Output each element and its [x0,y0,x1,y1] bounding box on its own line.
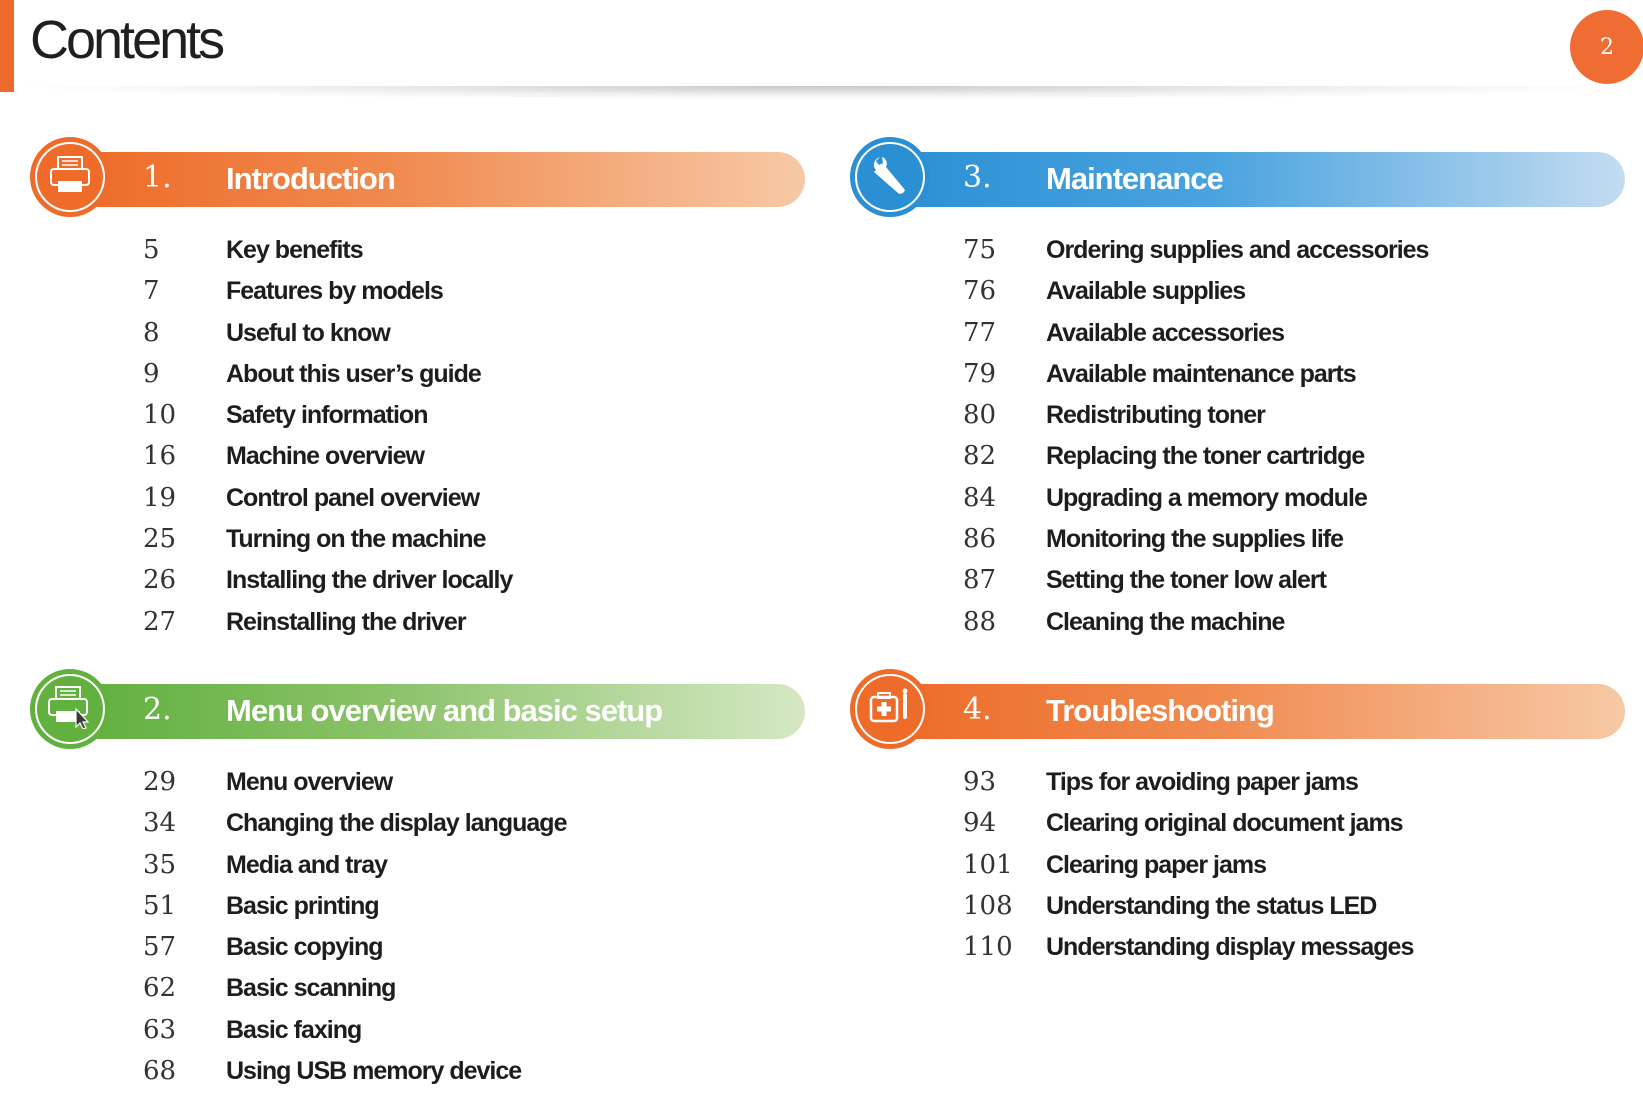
section-maintenance [820,132,1590,637]
toc-page-number: 35 [143,849,177,880]
toc-link[interactable]: Basic scanning [226,974,396,1003]
toc-link[interactable]: Understanding the status LED [1046,891,1377,920]
toc-page-number: 88 [963,606,997,637]
toc-link[interactable]: Using USB memory device [226,1057,522,1086]
page-title: Contents [30,10,223,70]
printer-icon [48,155,92,200]
accent-bar [0,0,14,92]
toc-page-number: 79 [963,358,997,389]
section-introduction [0,132,770,637]
toc-page-number: 7 [143,276,160,307]
toc-page-number: 108 [963,890,1013,921]
toc-link[interactable]: Ordering supplies and accessories [1046,236,1429,264]
toc-link[interactable]: Machine overview [226,442,424,471]
toc-page-number: 110 [963,932,1013,963]
toc-page-number: 63 [143,1014,177,1045]
toc-page-number: 57 [143,932,177,963]
toc-link[interactable]: Useful to know [226,318,390,347]
toc-link[interactable]: Available accessories [1046,318,1284,347]
toc-link[interactable]: Media and tray [226,850,388,879]
toc-link[interactable]: Cleaning the machine [1046,607,1285,636]
section-troubleshooting [820,664,1590,963]
toc-link[interactable]: Replacing the toner cartridge [1046,442,1365,471]
section-header[interactable] [820,664,1590,754]
toc-link[interactable]: Clearing original document jams [1046,809,1403,838]
toc-page-number: 93 [963,767,997,797]
toc-page-number: 26 [143,565,177,596]
section-header[interactable] [0,132,770,222]
section-icon-circle [30,669,110,749]
toc-link[interactable]: About this user’s guide [226,359,481,388]
wrench-icon [868,153,912,202]
toc-page-number: 8 [143,317,160,348]
toc-page-number: 76 [963,276,997,307]
toc-link[interactable]: Understanding display messages [1046,933,1414,962]
toc-link[interactable]: Control panel overview [226,483,480,512]
section-title: Troubleshooting [1046,693,1274,728]
section-number: 4. [963,692,992,727]
section-bar [60,152,805,207]
first-aid-kit-icon [867,687,913,732]
toc-page-number: 80 [963,400,997,431]
toc-page-number: 19 [143,482,177,513]
toc-page-number: 86 [963,524,997,555]
toc-page-number: 82 [963,441,997,472]
toc-page-number: 16 [143,441,177,472]
section-title: Menu overview and basic setup [226,693,663,728]
toc-page-number: 27 [143,606,177,637]
toc-link[interactable]: Key benefits [226,236,363,264]
toc-link[interactable]: Monitoring the supplies life [1046,525,1343,554]
toc-page-number: 34 [143,808,177,839]
toc-link[interactable]: Redistributing toner [1046,401,1265,430]
toc-page-number: 68 [143,1056,177,1087]
toc-page-number: 25 [143,524,177,555]
section-number: 1. [143,160,172,195]
section-icon-circle [850,669,930,749]
toc-link[interactable]: Basic faxing [226,1015,362,1044]
section-icon-circle [30,137,110,217]
toc-page-number: 51 [143,890,177,921]
section-icon-circle [850,137,930,217]
section-title: Maintenance [1046,161,1223,196]
toc-page-number: 94 [963,808,997,839]
toc-link[interactable]: Upgrading a memory module [1046,483,1367,512]
section-bar [880,152,1625,207]
toc-link[interactable]: Basic copying [226,933,383,962]
toc-link[interactable]: Available maintenance parts [1046,359,1356,388]
toc-link[interactable]: Clearing paper jams [1046,850,1266,879]
toc-page-number: 62 [143,973,177,1004]
toc-page-number: 5 [143,235,160,265]
toc-page-number: 9 [143,358,160,389]
page-number-badge: 2 [1570,10,1643,84]
toc-link[interactable]: Menu overview [226,768,393,796]
toc-link[interactable]: Basic printing [226,891,379,920]
toc-link[interactable]: Available supplies [1046,277,1246,306]
toc-link[interactable]: Safety information [226,401,428,430]
toc-page-number: 101 [963,849,1013,880]
section-menu-overview [0,664,770,1087]
toc-page-number: 84 [963,482,997,513]
toc-link[interactable]: Features by models [226,277,443,306]
toc-link[interactable]: Setting the toner low alert [1046,566,1326,595]
toc-link[interactable]: Turning on the machine [226,525,486,554]
section-title: Introduction [226,161,395,196]
toc-page-number: 75 [963,235,997,265]
toc-link[interactable]: Reinstalling the driver [226,607,466,636]
toc-page-number: 29 [143,767,177,797]
section-header[interactable] [0,664,770,754]
section-header[interactable] [820,132,1590,222]
toc-link[interactable]: Installing the driver locally [226,566,513,595]
printer-cursor-icon [46,685,94,734]
toc-page-number: 87 [963,565,997,596]
section-number: 3. [963,160,992,195]
toc-page-number: 10 [143,400,177,431]
title-divider [0,86,1643,100]
toc-page-number: 77 [963,317,997,348]
section-number: 2. [143,692,172,727]
toc-link[interactable]: Tips for avoiding paper jams [1046,768,1358,796]
toc-link[interactable]: Changing the display language [226,809,567,838]
